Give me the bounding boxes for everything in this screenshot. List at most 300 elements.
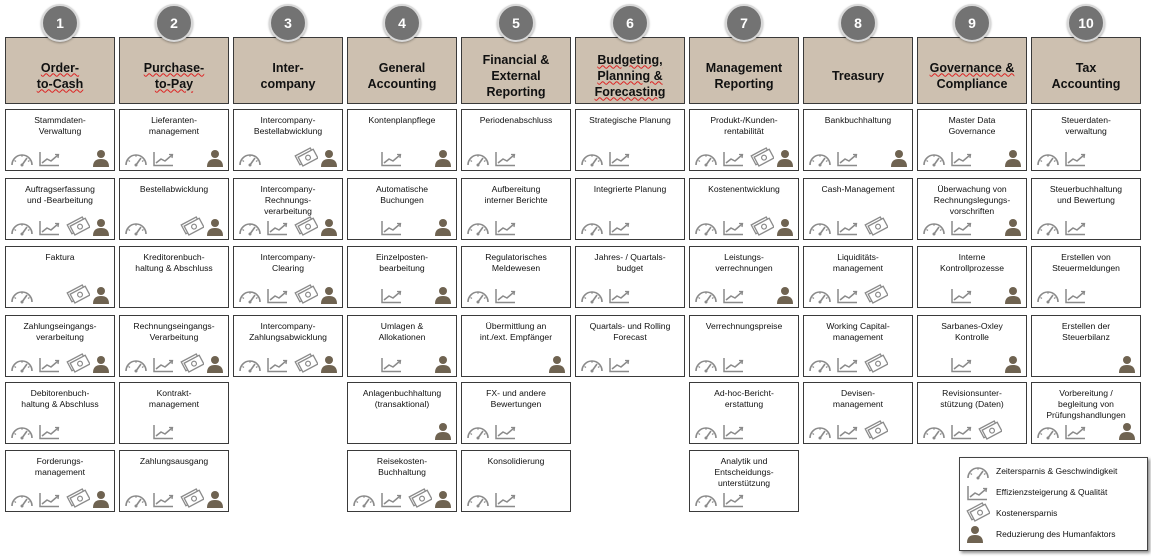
trend-chart-icon bbox=[494, 492, 516, 508]
trend-chart-icon bbox=[722, 492, 744, 508]
speedometer-icon bbox=[466, 288, 490, 304]
process-label: Erstellen von Steuermeldungen bbox=[1052, 252, 1120, 273]
column-title: Inter- company bbox=[260, 60, 316, 91]
process-tile bbox=[5, 315, 115, 377]
person-icon bbox=[548, 355, 566, 373]
benefit-icons bbox=[580, 147, 680, 167]
speedometer-icon bbox=[694, 357, 718, 373]
speedometer-icon bbox=[922, 151, 946, 167]
process-tile bbox=[1031, 315, 1141, 377]
process-label: Kontrakt- management bbox=[148, 388, 200, 409]
process-tile bbox=[347, 246, 457, 308]
money-icon bbox=[66, 353, 90, 373]
benefit-icons bbox=[580, 353, 680, 373]
benefit-icons bbox=[922, 147, 1022, 167]
column-number-badge: 10 bbox=[1067, 4, 1105, 42]
column-number-badge: 5 bbox=[497, 4, 535, 42]
column-number-badge: 7 bbox=[725, 4, 763, 42]
process-tile bbox=[689, 382, 799, 444]
process-label: Umlagen & Allokationen bbox=[378, 321, 426, 342]
column-title: Management Reporting bbox=[705, 60, 783, 91]
process-label: Forderungs- management bbox=[34, 456, 86, 477]
trend-chart-icon bbox=[950, 357, 972, 373]
speedometer-icon bbox=[10, 288, 34, 304]
benefit-icons bbox=[238, 353, 338, 373]
speedometer-icon bbox=[10, 220, 34, 236]
process-tile bbox=[1031, 246, 1141, 308]
speedometer-icon bbox=[1036, 220, 1060, 236]
benefit-icons bbox=[124, 353, 224, 373]
process-tile bbox=[119, 315, 229, 377]
speedometer-icon bbox=[10, 151, 34, 167]
benefit-icons bbox=[694, 353, 794, 373]
process-tile bbox=[5, 450, 115, 512]
legend-label: Reduzierung des Humanfaktors bbox=[996, 529, 1116, 539]
trend-chart-icon bbox=[152, 151, 174, 167]
trend-chart-icon bbox=[722, 220, 744, 236]
benefit-icons bbox=[238, 216, 338, 236]
process-label: Zahlungseingangs- verarbeitung bbox=[23, 321, 97, 342]
trend-chart-icon bbox=[38, 151, 60, 167]
process-tile bbox=[803, 178, 913, 240]
person-icon bbox=[966, 525, 984, 543]
process-tile bbox=[461, 109, 571, 171]
person-icon bbox=[434, 286, 452, 304]
process-label: Kostenentwicklung bbox=[708, 184, 780, 194]
trend-chart-icon bbox=[266, 357, 288, 373]
process-tile bbox=[5, 178, 115, 240]
person-icon bbox=[1118, 355, 1136, 373]
benefit-icons bbox=[694, 147, 794, 167]
process-tile bbox=[1031, 382, 1141, 444]
trend-chart-icon bbox=[1064, 151, 1086, 167]
speedometer-icon bbox=[466, 220, 490, 236]
process-tile bbox=[119, 246, 229, 308]
benefit-icons bbox=[1036, 284, 1136, 304]
person-icon bbox=[206, 218, 224, 236]
column-title: Order- to-Cash bbox=[36, 60, 84, 91]
speedometer-icon bbox=[580, 220, 604, 236]
person-icon bbox=[320, 355, 338, 373]
process-label: Liquiditäts- management bbox=[832, 252, 884, 273]
money-icon bbox=[864, 353, 888, 373]
person-icon bbox=[206, 490, 224, 508]
benefit-icons bbox=[352, 216, 452, 236]
person-icon bbox=[1004, 218, 1022, 236]
benefit-icons bbox=[922, 353, 1022, 373]
column-title: Governance & Compliance bbox=[929, 60, 1015, 91]
trend-chart-icon bbox=[380, 151, 402, 167]
person-icon bbox=[434, 218, 452, 236]
process-tile bbox=[575, 109, 685, 171]
process-tile bbox=[917, 315, 1027, 377]
trend-chart-icon bbox=[950, 151, 972, 167]
trend-chart-icon bbox=[380, 357, 402, 373]
legend bbox=[959, 457, 1148, 551]
column-header bbox=[233, 37, 343, 104]
process-label: Zahlungsausgang bbox=[139, 456, 209, 466]
column-header bbox=[917, 37, 1027, 104]
money-icon bbox=[66, 488, 90, 508]
process-label: Übermittlung an int./ext. Empfänger bbox=[479, 321, 553, 342]
process-label: Lieferanten- management bbox=[148, 115, 200, 136]
money-icon bbox=[180, 488, 204, 508]
benefit-icons bbox=[352, 488, 452, 508]
trend-chart-icon bbox=[608, 151, 630, 167]
process-tile bbox=[689, 315, 799, 377]
speedometer-icon bbox=[694, 151, 718, 167]
process-tile bbox=[461, 246, 571, 308]
process-label: Einzelposten- bearbeitung bbox=[375, 252, 429, 273]
process-tile bbox=[1031, 109, 1141, 171]
column-header bbox=[1031, 37, 1141, 104]
column-header bbox=[5, 37, 115, 104]
speedometer-icon bbox=[1036, 424, 1060, 440]
trend-chart-icon bbox=[494, 288, 516, 304]
column-number-badge: 6 bbox=[611, 4, 649, 42]
column-number-badge: 9 bbox=[953, 4, 991, 42]
process-label: Ad-hoc-Bericht- erstattung bbox=[714, 388, 774, 409]
process-label: Regulatorisches Meldewesen bbox=[485, 252, 547, 273]
benefit-icons bbox=[10, 216, 110, 236]
trend-chart-icon bbox=[950, 220, 972, 236]
trend-chart-icon bbox=[966, 485, 988, 501]
speedometer-icon bbox=[694, 424, 718, 440]
process-tile bbox=[461, 450, 571, 512]
person-icon bbox=[776, 149, 794, 167]
process-tile bbox=[803, 246, 913, 308]
process-tile bbox=[917, 246, 1027, 308]
money-icon bbox=[750, 147, 774, 167]
legend-item bbox=[966, 525, 1146, 545]
trend-chart-icon bbox=[1064, 220, 1086, 236]
process-tile bbox=[689, 109, 799, 171]
trend-chart-icon bbox=[608, 357, 630, 373]
money-icon bbox=[180, 216, 204, 236]
speedometer-icon bbox=[922, 424, 946, 440]
benefit-icons bbox=[922, 420, 1022, 440]
process-label: Cash-Management bbox=[821, 184, 895, 194]
person-icon bbox=[92, 149, 110, 167]
speedometer-icon bbox=[238, 220, 262, 236]
speedometer-icon bbox=[124, 151, 148, 167]
benefit-icons bbox=[124, 216, 224, 236]
money-icon bbox=[66, 284, 90, 304]
trend-chart-icon bbox=[722, 151, 744, 167]
column-header bbox=[119, 37, 229, 104]
money-icon bbox=[294, 147, 318, 167]
process-label: FX- und andere Bewertungen bbox=[486, 388, 546, 409]
process-label: Kreditorenbuch- haltung & Abschluss bbox=[135, 252, 213, 273]
person-icon bbox=[776, 218, 794, 236]
money-icon bbox=[978, 420, 1002, 440]
benefit-icons bbox=[124, 488, 224, 508]
process-tile bbox=[803, 382, 913, 444]
benefit-icons bbox=[466, 147, 566, 167]
person-icon bbox=[434, 149, 452, 167]
person-icon bbox=[320, 218, 338, 236]
trend-chart-icon bbox=[836, 151, 858, 167]
column-number-badge: 2 bbox=[155, 4, 193, 42]
process-label: Stammdaten- Verwaltung bbox=[34, 115, 86, 136]
benefit-icons bbox=[238, 284, 338, 304]
process-label: Rechnungseingangs- Verarbeitung bbox=[133, 321, 215, 342]
benefit-icons bbox=[580, 284, 680, 304]
person-icon bbox=[320, 149, 338, 167]
benefit-icons bbox=[352, 353, 452, 373]
process-tile bbox=[917, 382, 1027, 444]
benefit-icons bbox=[466, 420, 566, 440]
column-title: Tax Accounting bbox=[1051, 60, 1121, 91]
process-tile bbox=[803, 315, 913, 377]
speedometer-icon bbox=[808, 220, 832, 236]
speedometer-icon bbox=[580, 151, 604, 167]
process-label: Bestellabwicklung bbox=[139, 184, 209, 194]
trend-chart-icon bbox=[380, 492, 402, 508]
trend-chart-icon bbox=[380, 288, 402, 304]
process-label: Steuerdaten- verwaltung bbox=[1061, 115, 1111, 136]
process-tile bbox=[461, 315, 571, 377]
person-icon bbox=[1118, 422, 1136, 440]
speedometer-icon bbox=[1036, 288, 1060, 304]
column-title: Treasury bbox=[831, 68, 885, 83]
process-tile bbox=[1031, 178, 1141, 240]
benefit-icons bbox=[124, 147, 224, 167]
benefit-icons bbox=[1036, 216, 1136, 236]
process-tile bbox=[119, 382, 229, 444]
process-label: Leistungs- verrechnungen bbox=[715, 252, 773, 273]
trend-chart-icon bbox=[494, 424, 516, 440]
process-label: Debitorenbuch- haltung & Abschluss bbox=[21, 388, 99, 409]
process-label: Produkt-/Kunden- rentabilität bbox=[710, 115, 778, 136]
trend-chart-icon bbox=[722, 357, 744, 373]
process-label: Bankbuchhaltung bbox=[824, 115, 892, 125]
process-label: Steuerbuchhaltung und Bewertung bbox=[1049, 184, 1123, 205]
money-icon bbox=[864, 216, 888, 236]
person-icon bbox=[434, 422, 452, 440]
process-tile bbox=[689, 178, 799, 240]
speedometer-icon bbox=[922, 220, 946, 236]
process-tile bbox=[5, 246, 115, 308]
person-icon bbox=[320, 286, 338, 304]
process-tile bbox=[461, 382, 571, 444]
trend-chart-icon bbox=[1064, 424, 1086, 440]
money-icon bbox=[294, 353, 318, 373]
benefit-icons bbox=[10, 353, 110, 373]
money-icon bbox=[864, 420, 888, 440]
legend-item bbox=[966, 483, 1146, 503]
benefit-icons bbox=[580, 216, 680, 236]
trend-chart-icon bbox=[38, 492, 60, 508]
column-title: Budgeting, Planning & Forecasting bbox=[594, 52, 666, 99]
benefit-icons bbox=[694, 488, 794, 508]
benefit-icons bbox=[808, 284, 908, 304]
process-tile bbox=[119, 178, 229, 240]
process-label: Anlagenbuchhaltung (transaktional) bbox=[362, 388, 442, 409]
speedometer-icon bbox=[466, 492, 490, 508]
process-label: Intercompany- Rechnungs- verarbeitung bbox=[260, 184, 316, 216]
benefit-icons bbox=[1036, 147, 1136, 167]
money-icon bbox=[966, 502, 990, 522]
speedometer-icon bbox=[466, 151, 490, 167]
process-tile bbox=[119, 450, 229, 512]
process-label: Intercompany- Bestellabwicklung bbox=[253, 115, 323, 136]
speedometer-icon bbox=[352, 492, 376, 508]
process-label: Auftragserfassung und -Bearbeitung bbox=[25, 184, 95, 205]
process-label: Automatische Buchungen bbox=[375, 184, 429, 205]
money-icon bbox=[294, 284, 318, 304]
person-icon bbox=[1004, 286, 1022, 304]
benefit-icons bbox=[238, 147, 338, 167]
process-tile bbox=[347, 315, 457, 377]
process-label: Überwachung von Rechnungslegungs- vorschriften bbox=[933, 184, 1011, 216]
process-label: Quartals- und Rolling Forecast bbox=[589, 321, 671, 342]
speedometer-icon bbox=[1036, 151, 1060, 167]
money-icon bbox=[180, 353, 204, 373]
money-icon bbox=[294, 216, 318, 236]
process-tile bbox=[233, 178, 343, 240]
process-label: Master Data Governance bbox=[948, 115, 996, 136]
speedometer-icon bbox=[966, 464, 990, 480]
benefit-icons bbox=[922, 284, 1022, 304]
benefit-icons bbox=[694, 420, 794, 440]
speedometer-icon bbox=[238, 357, 262, 373]
process-label: Reisekosten- Buchhaltung bbox=[376, 456, 428, 477]
process-tile bbox=[347, 178, 457, 240]
process-tile bbox=[347, 109, 457, 171]
benefit-icons bbox=[1036, 420, 1136, 440]
trend-chart-icon bbox=[836, 357, 858, 373]
benefit-icons bbox=[808, 147, 908, 167]
person-icon bbox=[1004, 355, 1022, 373]
process-label: Sarbanes-Oxley Kontrolle bbox=[941, 321, 1003, 342]
trend-chart-icon bbox=[608, 288, 630, 304]
process-label: Revisionsunter- stützung (Daten) bbox=[940, 388, 1004, 409]
process-tile bbox=[803, 109, 913, 171]
process-tile bbox=[347, 450, 457, 512]
process-tile bbox=[575, 315, 685, 377]
column-header bbox=[575, 37, 685, 104]
process-tile bbox=[5, 109, 115, 171]
speedometer-icon bbox=[238, 151, 262, 167]
benefit-icons bbox=[10, 147, 110, 167]
person-icon bbox=[92, 286, 110, 304]
legend-item bbox=[966, 504, 1146, 524]
trend-chart-icon bbox=[152, 357, 174, 373]
process-label: Vorbereitung / begleitung von Prüfungshandlungen bbox=[1046, 388, 1126, 420]
trend-chart-icon bbox=[152, 492, 174, 508]
process-label: Aufbereitung interner Berichte bbox=[484, 184, 548, 205]
process-tile bbox=[689, 246, 799, 308]
process-label: Faktura bbox=[45, 252, 75, 262]
speedometer-icon bbox=[124, 220, 148, 236]
person-icon bbox=[890, 149, 908, 167]
money-icon bbox=[750, 216, 774, 236]
benefit-icons bbox=[352, 147, 452, 167]
speedometer-icon bbox=[10, 424, 34, 440]
trend-chart-icon bbox=[950, 424, 972, 440]
process-tile bbox=[689, 450, 799, 512]
speedometer-icon bbox=[580, 357, 604, 373]
speedometer-icon bbox=[808, 151, 832, 167]
person-icon bbox=[206, 355, 224, 373]
trend-chart-icon bbox=[950, 288, 972, 304]
benefit-icons bbox=[10, 420, 110, 440]
process-label: Strategische Planung bbox=[589, 115, 671, 125]
benefit-icons bbox=[808, 216, 908, 236]
column-number-badge: 8 bbox=[839, 4, 877, 42]
process-tile bbox=[575, 246, 685, 308]
process-tile bbox=[233, 109, 343, 171]
money-icon bbox=[864, 284, 888, 304]
process-tile bbox=[233, 315, 343, 377]
speedometer-icon bbox=[124, 492, 148, 508]
person-icon bbox=[92, 355, 110, 373]
trend-chart-icon bbox=[266, 288, 288, 304]
trend-chart-icon bbox=[266, 220, 288, 236]
legend-label: Zeitersparnis & Geschwindigkeit bbox=[996, 466, 1118, 476]
person-icon bbox=[206, 149, 224, 167]
benefit-icons bbox=[466, 488, 566, 508]
person-icon bbox=[434, 355, 452, 373]
person-icon bbox=[92, 218, 110, 236]
benefit-icons bbox=[466, 353, 566, 373]
person-icon bbox=[1004, 149, 1022, 167]
trend-chart-icon bbox=[836, 288, 858, 304]
process-tile bbox=[917, 178, 1027, 240]
trend-chart-icon bbox=[836, 424, 858, 440]
benefit-icons bbox=[694, 216, 794, 236]
process-label: Verrechnungspreise bbox=[705, 321, 783, 331]
person-icon bbox=[92, 490, 110, 508]
process-label: Periodenabschluss bbox=[479, 115, 553, 125]
speedometer-icon bbox=[10, 492, 34, 508]
process-tile bbox=[917, 109, 1027, 171]
column-header bbox=[803, 37, 913, 104]
trend-chart-icon bbox=[1064, 288, 1086, 304]
process-tile bbox=[119, 109, 229, 171]
legend-item bbox=[966, 462, 1146, 482]
benefit-icons bbox=[466, 216, 566, 236]
column-header bbox=[347, 37, 457, 104]
trend-chart-icon bbox=[608, 220, 630, 236]
process-label: Analytik und Entscheidungs- unterstützung bbox=[714, 456, 774, 488]
speedometer-icon bbox=[10, 357, 34, 373]
process-label: Intercompany- Clearing bbox=[260, 252, 316, 273]
process-label: Kontenplanpflege bbox=[368, 115, 436, 125]
column-number-badge: 3 bbox=[269, 4, 307, 42]
speedometer-icon bbox=[808, 424, 832, 440]
speedometer-icon bbox=[580, 288, 604, 304]
process-tile bbox=[233, 246, 343, 308]
speedometer-icon bbox=[694, 492, 718, 508]
legend-label: Effizienzsteigerung & Qualität bbox=[996, 487, 1108, 497]
process-label: Intercompany- Zahlungsabwicklung bbox=[249, 321, 327, 342]
benefit-icons bbox=[808, 420, 908, 440]
column-title: General Accounting bbox=[367, 60, 437, 91]
benefit-icons bbox=[10, 284, 110, 304]
benefit-icons bbox=[10, 488, 110, 508]
speedometer-icon bbox=[238, 288, 262, 304]
process-tile bbox=[461, 178, 571, 240]
person-icon bbox=[434, 490, 452, 508]
benefit-icons bbox=[466, 284, 566, 304]
speedometer-icon bbox=[466, 424, 490, 440]
benefit-icons bbox=[694, 284, 794, 304]
speedometer-icon bbox=[808, 288, 832, 304]
trend-chart-icon bbox=[152, 424, 174, 440]
process-tile bbox=[575, 178, 685, 240]
